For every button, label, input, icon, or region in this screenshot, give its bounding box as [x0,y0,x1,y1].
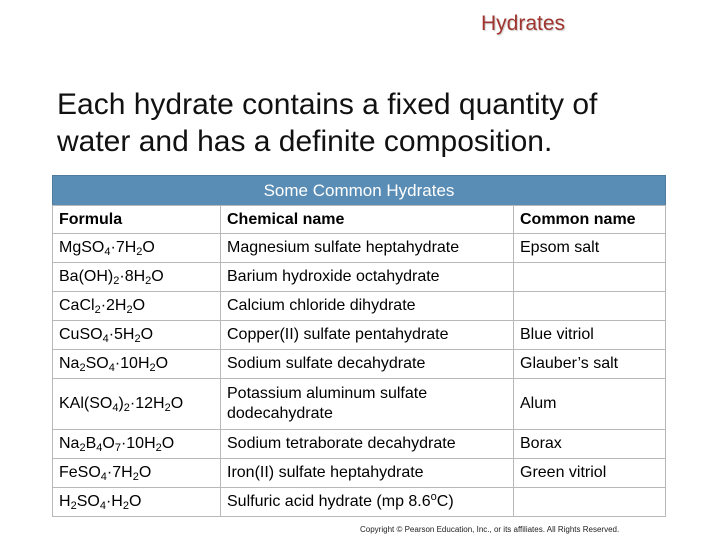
common-name-cell: Blue vitriol [514,321,666,350]
chemical-name-cell: Copper(II) sulfate pentahydrate [221,321,514,350]
chemical-name-cell: Iron(II) sulfate heptahydrate [221,459,514,488]
chemical-name-cell: Magnesium sulfate heptahydrate [221,234,514,263]
slide-title: Hydrates [481,12,566,35]
common-name-cell [514,292,666,321]
common-name-cell: Glauber’s salt [514,350,666,379]
formula-part: SO [81,239,105,256]
table-row [53,234,666,263]
table-row [53,263,666,292]
table-caption: Some Common Hydrates [52,175,666,205]
column-header-common-name: Common name [514,206,666,234]
chemical-name-cell: Sodium tetraborate decahydrate [221,430,514,459]
common-name-cell: Epsom salt [514,234,666,263]
formula-cell: $CaCl_2\cdot 2H_2O$ [53,292,221,321]
hydrates-table [52,175,666,517]
column-header-formula: Formula [53,206,221,234]
chemical-name-cell: Barium hydroxide octahydrate [221,263,514,292]
common-name-cell [514,263,666,292]
formula-cell: $MgSO_4\cdot 7H_2O$ [53,234,221,263]
formula-cell: $CuSO_4\cdot 5H_2O$ [53,321,221,350]
common-name-cell: Alum [514,379,666,430]
table-grid [52,205,666,517]
chemical-name-cell: Sulfuric acid hydrate (mp 8.6$^o$C) [221,488,514,517]
body-text: Each hydrate contains a fixed quantity of water and has a definite composition. [57,88,598,158]
formula-cell: $Na_2B_4O_7\cdot 10H_2O$ [53,430,221,459]
table-header-row [53,206,666,234]
table-row [53,321,666,350]
formula-cell: $Na_2SO_4\cdot 10H_2O$ [53,350,221,379]
column-header-chemical-name: Chemical name [221,206,514,234]
table-row [53,379,666,430]
table-row [53,459,666,488]
common-name-cell: Borax [514,430,666,459]
formula-cell: $FeSO_4\cdot 7H_2O$ [53,459,221,488]
common-name-cell [514,488,666,517]
table-row [53,350,666,379]
formula-cell: $Ba(OH)_2\cdot 8H_2O$ [53,263,221,292]
chemical-name-cell: Potassium aluminum sulfate dodecahydrate [221,379,514,430]
chemical-name-cell: Sodium sulfate decahydrate [221,350,514,379]
copyright-notice: Copyright © Pearson Education, Inc., or its affiliates. All Rights Reserved. [360,525,620,534]
table-row [53,292,666,321]
table-row [53,488,666,517]
chemical-name-cell: Calcium chloride dihydrate [221,292,514,321]
common-name-cell: Green vitriol [514,459,666,488]
table-row [53,430,666,459]
formula-cell: $KAl(SO_4)_2\cdot 12H_2O$ [53,379,221,430]
formula-cell: $H_2SO_4\cdot H_2O$ [53,488,221,517]
